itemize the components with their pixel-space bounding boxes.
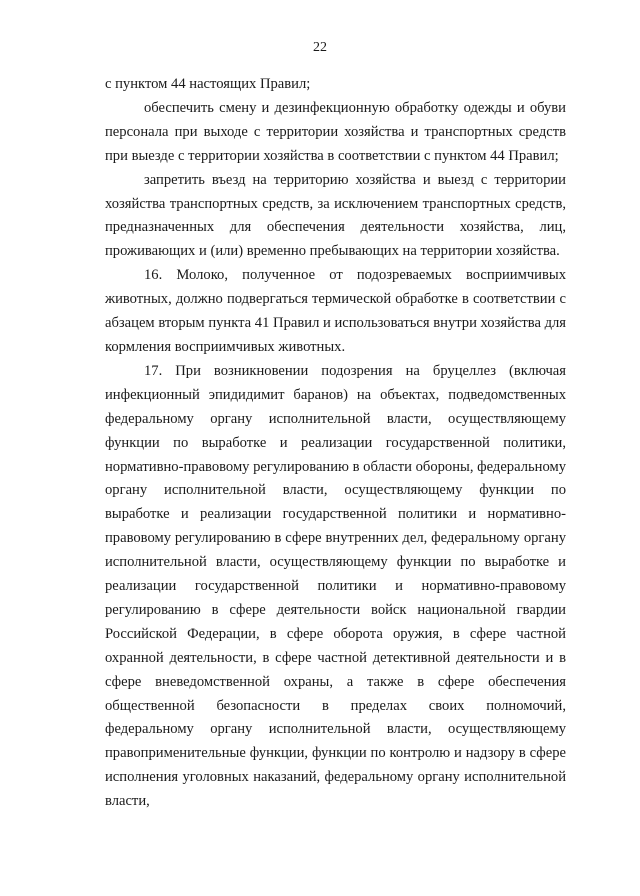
paragraph-vehicle-entry-ban: запретить въезд на территорию хозяйства и выезд с территории хозяйства транспортных средств, за исключением транспортных средств, предназначенных для обеспечения деятельности хозяйства, лиц, проживающих и (или) временно пребывающих на территории хозяйства.	[105, 171, 566, 260]
paragraph-clothing-disinfection: обеспечить смену и дезинфекционную обработку одежды и обуви персонала при выходе с территории хозяйства и транспортных средств при выезде с территории хозяйства в соответствии с пунктом 44 Правил;	[105, 99, 566, 164]
paragraph-item-16: 16. Молоко, полученное от подозреваемых восприимчивых животных, должно подвергаться термической обработке в соответствии с абзацем вторым пункта 41 Правил и использоваться внутри хозяйства для кормления восприимчивых животных.	[105, 267, 566, 355]
document-body	[105, 73, 566, 814]
page-number: 22	[313, 40, 327, 55]
paragraph-item-17: 17. При возникновении подозрения на бруцеллез (включая инфекционный эпидидимит баранов) на объектах, подведомственных федеральному органу исполнительной власти, осуществляющему функции по выработке и реализации государственной политики, нормативно-правовому регулированию в области обороны, федеральному органу исполнительной власти, осуществляющему функции по выработке и реализации государственной политики и нормативно-правовому регулированию в сфере внутренних дел, федеральному органу исполнительной власти, осуществляющему функции по выработке и реализации государственной политики и нормативно-правовому регулированию в сфере деятельности войск национальной гвардии Российской Федерации, в сфере оборота оружия, в сфере частной охранной деятельности, в сфере частной детективной деятельности и в сфере вневедомственной охраны, а также в сфере обеспечения общественной безопасности в пределах своих полномочий, федеральному органу исполнительной власти, осуществляющему правоприменительные функции, функции по контролю и надзору в сфере исполнения уголовных наказаний, федеральному органу исполнительной власти,	[105, 362, 566, 810]
paragraph-continuation: с пунктом 44 настоящих Правил;	[105, 76, 311, 92]
